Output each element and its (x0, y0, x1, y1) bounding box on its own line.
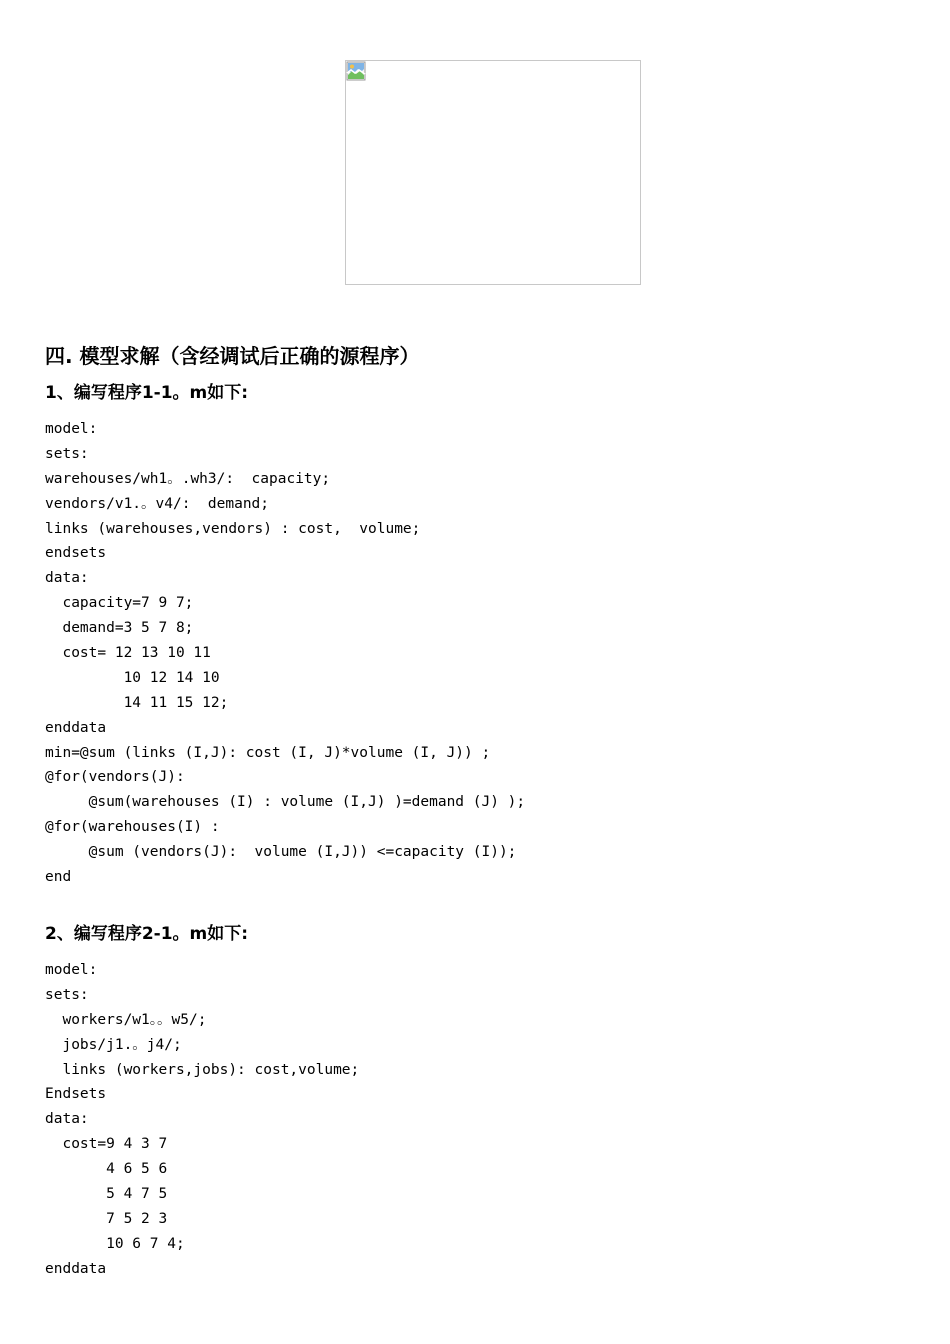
code-line: workers/w1。。w5/; (45, 1011, 207, 1028)
program1-code-block (45, 417, 525, 890)
broken-image-icon (346, 61, 366, 81)
code-line: Endsets (45, 1086, 107, 1103)
code-line: endsets (45, 545, 107, 562)
code-line: 10 6 7 4; (45, 1235, 185, 1252)
code-line: @sum(warehouses (I) : volume (I,J) )=demand (J) ); (45, 794, 526, 811)
code-line: 10 12 14 10 (45, 669, 220, 686)
broken-image-placeholder (345, 60, 641, 285)
code-line: 14 11 15 12; (45, 694, 229, 711)
code-line: cost= 12 13 10 11 (45, 645, 211, 662)
code-line: warehouses/wh1。.wh3/: capacity; (45, 470, 331, 487)
code-line: @for(warehouses(I) : (45, 819, 220, 836)
code-line: links (workers,jobs): cost,volume; (45, 1061, 360, 1078)
code-line: enddata (45, 1260, 107, 1277)
code-line: model: (45, 962, 98, 978)
code-line: @sum (vendors(J): volume (I,J)) <=capacity (I)); (45, 844, 517, 861)
code-line: cost=9 4 3 7 (45, 1136, 168, 1153)
code-line: demand=3 5 7 8; (45, 620, 194, 637)
code-line: sets: (45, 445, 89, 462)
code-line: jobs/j1.。j4/; (45, 1036, 182, 1053)
code-line: capacity=7 9 7; (45, 595, 194, 612)
code-line: model: (45, 421, 98, 437)
code-line: @for(vendors(J): (45, 769, 185, 786)
code-line: min=@sum (links (I,J): cost (I, J)*volume (I, J)) ; (45, 744, 491, 761)
code-line: 4 6 5 6 (45, 1161, 168, 1178)
program2-code-block (45, 958, 359, 1282)
code-line: vendors/v1.。v4/: demand; (45, 495, 270, 512)
code-line: 5 4 7 5 (45, 1186, 168, 1203)
section-heading: 四. 模型求解（含经调试后正确的源程序） (45, 344, 420, 368)
code-line: links (warehouses,vendors) : cost, volume; (45, 520, 421, 537)
code-line: sets: (45, 986, 89, 1003)
code-line: 7 5 2 3 (45, 1210, 168, 1227)
code-line: data: (45, 570, 89, 587)
code-line: enddata (45, 719, 107, 736)
program1-heading: 1、编写程序1-1。m如下: (45, 383, 249, 403)
code-line: end (45, 869, 72, 886)
program2-heading: 2、编写程序2-1。m如下: (45, 924, 249, 944)
code-line: data: (45, 1111, 89, 1128)
